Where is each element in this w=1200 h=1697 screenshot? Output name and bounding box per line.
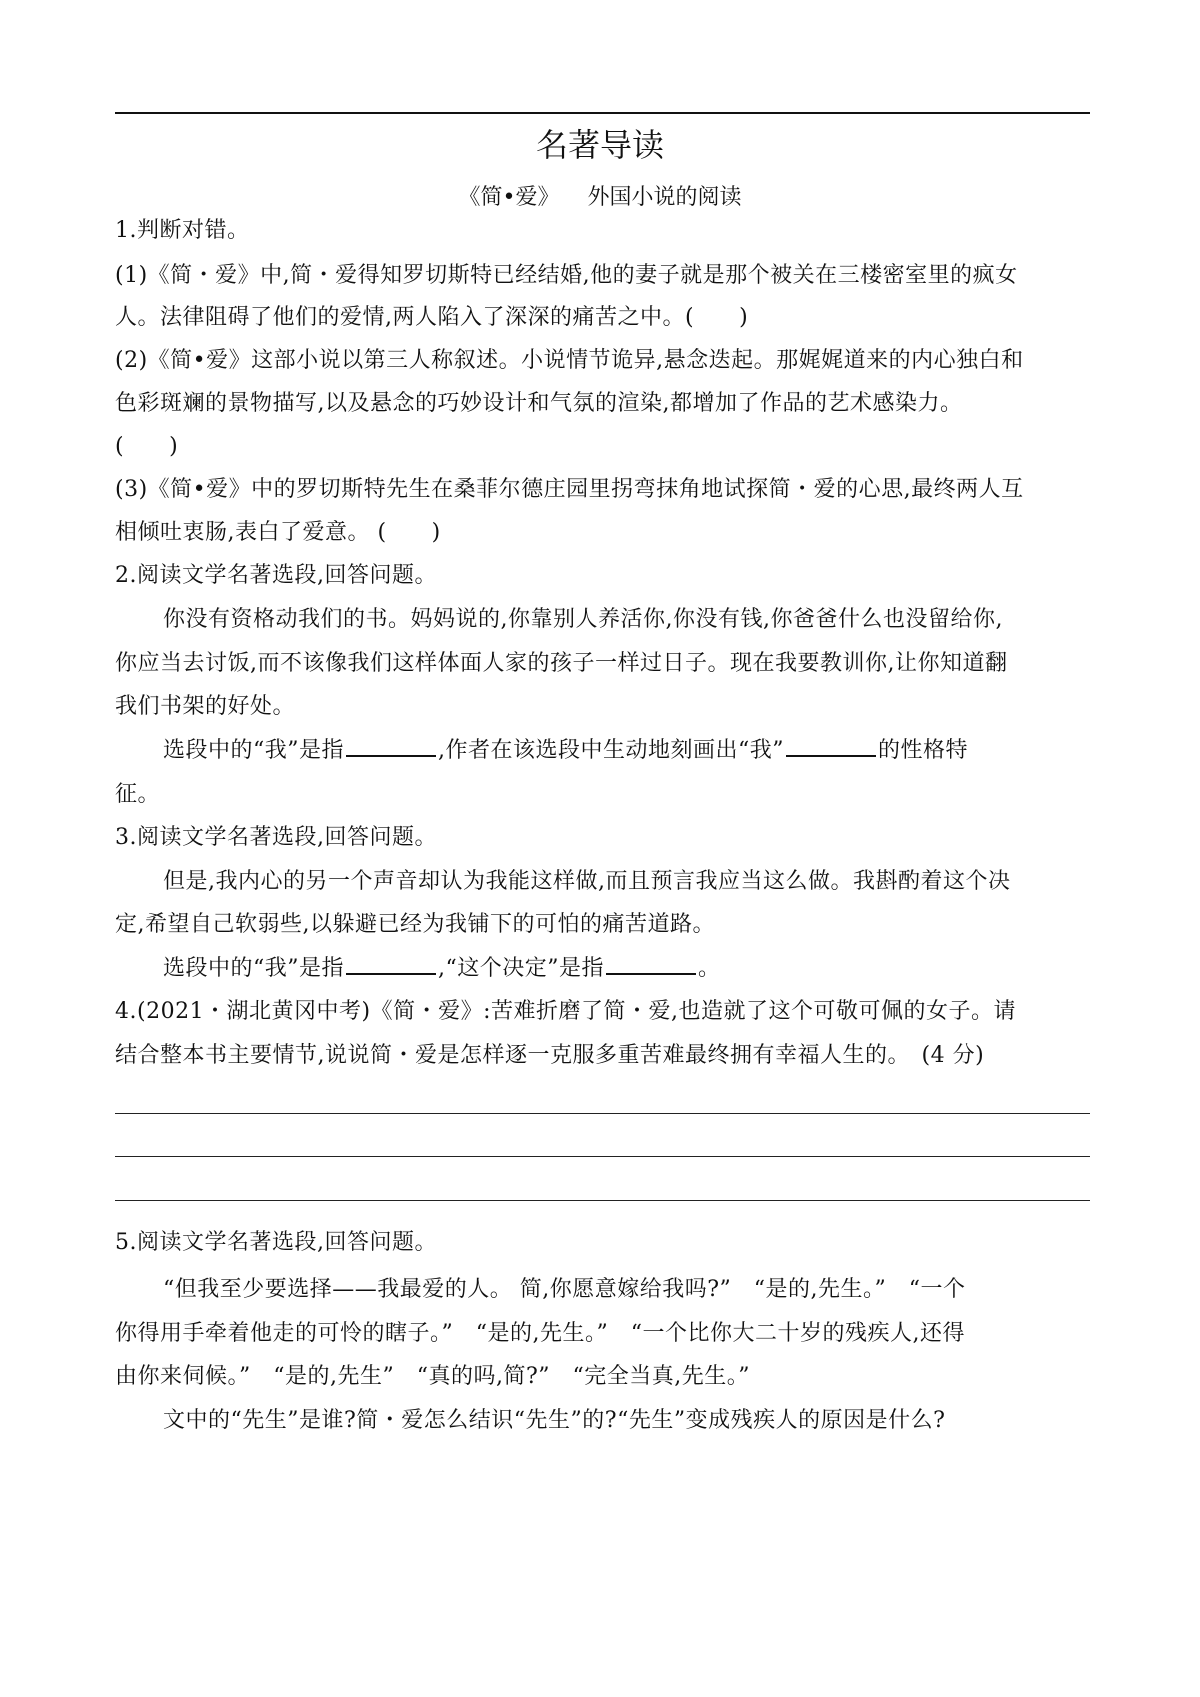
q3-answer-blank-1[interactable]: [346, 972, 436, 975]
q3-passage-line-2: 定,希望自己软弱些,以躲避已经为我铺下的可怕的痛苦道路。: [115, 912, 715, 937]
q1-statement-3-line-1: (3)《简•爱》中的罗切斯特先生在桑菲尔德庄园里拐弯抹角地试探简・爱的心思,最终两人互: [115, 477, 1024, 502]
q1-statement-1-line-2: 人。法律阻碍了他们的爱情,两人陷入了深深的痛苦之中。( ): [115, 305, 749, 330]
q1-statement-2-line-3: ( ): [115, 434, 179, 459]
q3-question-part-c: 。: [698, 956, 721, 981]
q1-statement-2-line-2: 色彩斑斓的景物描写,以及悬念的巧妙设计和气氛的渲染,都增加了作品的艺术感染力。: [115, 391, 963, 416]
q2-passage-line-1: 你没有资格动我们的书。妈妈说的,你靠别人养活你,你没有钱,你爸爸什么也没留给你,: [163, 607, 1003, 632]
q2-question-line-1: [163, 736, 1090, 766]
q3-answer-blank-2[interactable]: [606, 972, 696, 975]
q2-passage-line-3: 我们书架的好处。: [115, 694, 296, 719]
q3-question-part-b: ,“这个决定”是指: [438, 956, 604, 981]
q2-passage-line-2: 你应当去讨饭,而不该像我们这样体面人家的孩子一样过日子。现在我要教训你,让你知道翻: [115, 651, 1008, 676]
q3-question-part-a: 选段中的“我”是指: [163, 956, 344, 981]
q4-line-1: 4.(2021・湖北黄冈中考)《简・爱》:苦难折磨了简・爱,也造就了这个可敬可佩的女子。请: [115, 999, 1017, 1024]
q1-statement-2-line-1: (2)《简•爱》这部小说以第三人称叙述。小说情节诡异,悬念迭起。那娓娓道来的内心独白和: [115, 348, 1024, 373]
q5-passage-line-3: 由你来伺候。” “是的,先生” “真的吗,简?” “完全当真,先生。”: [115, 1364, 751, 1389]
q3-question-line: [163, 954, 1090, 984]
q2-heading: 2.阅读文学名著选段,回答问题。: [115, 563, 437, 588]
q5-passage-line-2: 你得用手牵着他走的可怜的瞎子。” “是的,先生。” “一个比你大二十岁的残疾人,还得: [115, 1321, 965, 1346]
q2-question-part-a: 选段中的“我”是指: [163, 738, 344, 763]
q5-question: 文中的“先生”是谁?简・爱怎么结识“先生”的?“先生”变成残疾人的原因是什么?: [163, 1408, 946, 1433]
q5-passage-line-1: “但我至少要选择——我最爱的人。 简,你愿意嫁给我吗?” “是的,先生。” “一个: [163, 1277, 966, 1302]
q5-heading: 5.阅读文学名著选段,回答问题。: [115, 1230, 437, 1255]
q2-question-part-b: ,作者在该选段中生动地刻画出“我”: [438, 738, 784, 763]
q3-passage-line-1: 但是,我内心的另一个声音却认为我能这样做,而且预言我应当这么做。我斟酌着这个决: [163, 869, 1011, 894]
header-rule: [115, 112, 1090, 114]
q4-answer-line-3[interactable]: [115, 1200, 1090, 1201]
q2-question-part-c: 的性格特: [878, 738, 969, 763]
q2-answer-blank-1[interactable]: [346, 754, 436, 757]
page-title: 名著导读: [535, 126, 664, 164]
q3-heading: 3.阅读文学名著选段,回答问题。: [115, 825, 437, 850]
page-subtitle: 《简•爱》 外国小说的阅读: [458, 185, 742, 210]
q1-heading: 1.判断对错。: [115, 218, 250, 243]
q2-question-line-2: 征。: [115, 782, 161, 807]
q2-answer-blank-2[interactable]: [786, 754, 876, 757]
q1-statement-1-line-1: (1)《简・爱》中,简・爱得知罗切斯特已经结婚,他的妻子就是那个被关在三楼密室里的疯女: [115, 263, 1018, 288]
q4-line-2: 结合整本书主要情节,说说简・爱是怎样逐一克服多重苦难最终拥有幸福人生的。 (4 分): [115, 1043, 985, 1068]
q4-answer-line-1[interactable]: [115, 1113, 1090, 1114]
q4-answer-line-2[interactable]: [115, 1156, 1090, 1157]
q1-statement-3-line-2: 相倾吐衷肠,表白了爱意。 ( ): [115, 520, 441, 545]
